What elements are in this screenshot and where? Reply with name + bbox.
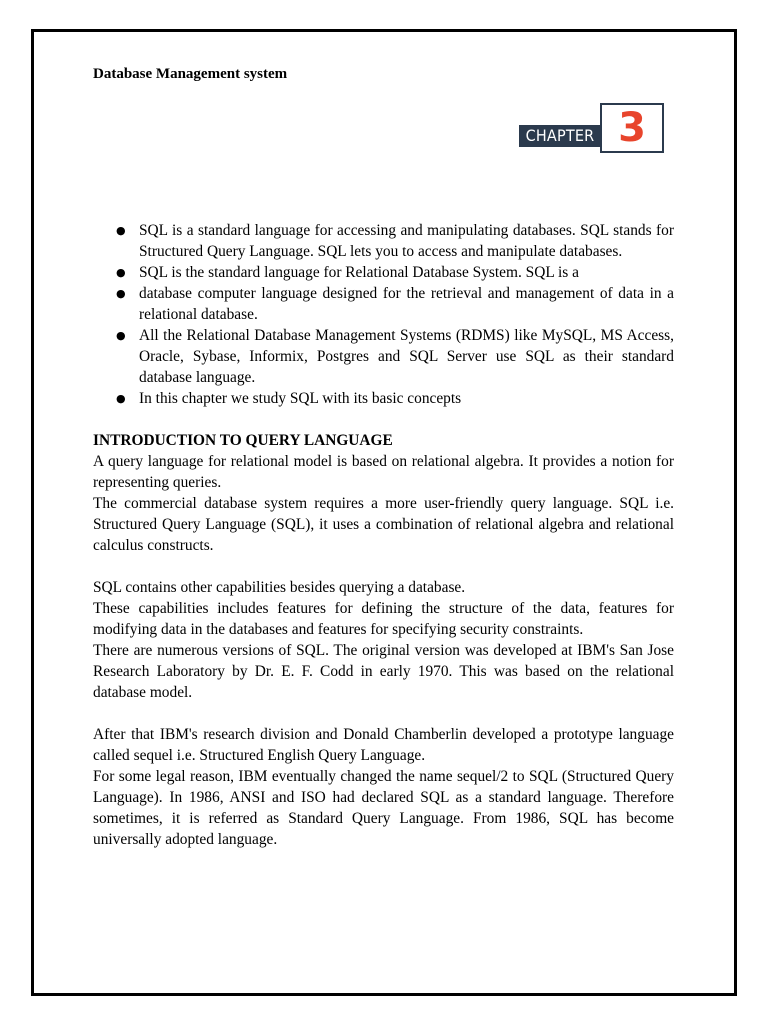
bullet-list (93, 220, 674, 409)
paragraph: After that IBM's research division and Donald Chamberlin developed a prototype language called sequel i.e. Structured English Query Language. (93, 726, 674, 764)
bullet-item: ● All the Relational Database Management Systems (RDMS) like MySQL, MS Access, Oracle, Sybase, Informix, Postgres and SQL Server use SQL as their standard database language. (93, 325, 674, 388)
page-content (93, 220, 674, 850)
chapter-label: CHAPTER (519, 125, 601, 147)
paragraph-spacer (93, 556, 674, 577)
chapter-number: 3 (618, 105, 646, 151)
paragraph: SQL contains other capabilities besides querying a database. (93, 579, 466, 596)
bullet-item: ● database computer language designed for the retrieval and management of data in a relational database. (93, 283, 674, 325)
paragraph-spacer (93, 703, 674, 724)
bullet-item: ● SQL is a standard language for accessing and manipulating databases. SQL stands for Structured Query Language. SQL lets you to access and manipulate databases. (93, 220, 674, 262)
bullet-item: ● SQL is the standard language for Relational Database System. SQL is a (93, 262, 674, 283)
bullet-item: ● In this chapter we study SQL with its basic concepts (93, 388, 674, 409)
section-heading: INTRODUCTION TO QUERY LANGUAGE (93, 432, 393, 449)
paragraph: The commercial database system requires a more user-friendly query language. SQL i.e. Structured Query Language (SQL), it uses a combination of relational algebra and relational calculus constructs. (93, 495, 674, 554)
paragraph: These capabilities includes features for defining the structure of the data, features for modifying data in the databases and features for specifying security constraints. (93, 600, 674, 638)
paragraph: For some legal reason, IBM eventually changed the name sequel/2 to SQL (Structured Query Language). In 1986, ANSI and ISO had declared SQL as a standard language. Therefore sometimes, it is referred as Standard Query Language. From 1986, SQL has become universally adopted language. (93, 768, 674, 848)
chapter-number-box (600, 103, 664, 153)
page-header-title: Database Management system (93, 66, 288, 82)
paragraph: A query language for relational model is based on relational algebra. It provides a notion for representing queries. (93, 453, 674, 491)
paragraph: There are numerous versions of SQL. The original version was developed at IBM's San Jose Research Laboratory by Dr. E. F. Codd in early 1970. This was based on the relational database model. (93, 642, 674, 701)
